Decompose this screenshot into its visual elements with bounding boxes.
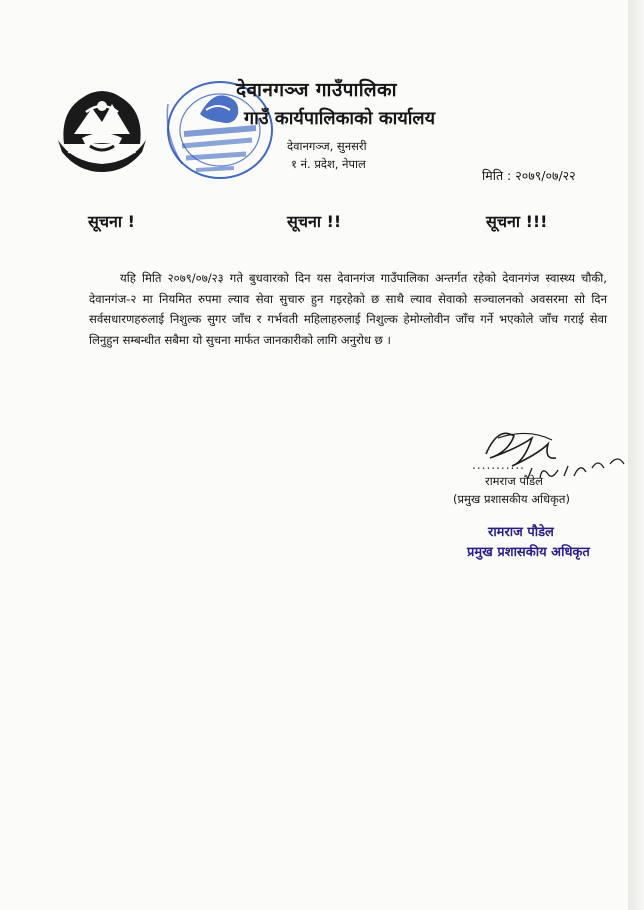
- office-address: देवानगञ्ज, सुनसरी: [287, 139, 367, 153]
- signer-title: (प्रमुख प्रशासकीय अधिकृत): [453, 492, 570, 506]
- stamp-name: रामराज पौडेल: [488, 525, 554, 540]
- nepal-government-emblem-icon: [52, 82, 152, 174]
- office-province: १ नं. प्रदेश, नेपाल: [291, 157, 366, 171]
- signature-line: ...........: [472, 458, 525, 472]
- office-name: गाउँ कार्यपालिकाको कार्यालय: [244, 108, 436, 129]
- signer-name: रामराज पौडेल: [485, 474, 543, 488]
- notice-body: यहि मिति २०७९/०७/२३ गते बुधवारको दिन यस देवानगंज गाउँपालिका अन्तर्गत रहेको देवानगंज स्वास्थ्य चौकी, देवानगंज-२ मा नियमित रुपमा ल्याव सेवा सुचारु हुन गइरहेको छ साथै ल्याव सेवाको सञ्चालनको अवसरमा सो दिन सर्वसधारणहरुलाई निशुल्क सुगर जाँच र गर्भवती महिलाहरुलाई निशुल्क हेमोग्लोवीन जाँच गर्ने भएकोले जाँच गराई सेवा लिनुहुन सम्बन्धीत सबैमा यो सुचना मार्फत जानकारीको लागि अनुरोध छ ।: [89, 271, 607, 347]
- letter-date: मिति : २०७९/०७/२२: [482, 168, 576, 183]
- stamp-title: प्रमुख प्रशासकीय अधिकृत: [467, 545, 590, 560]
- notice-heading-1: सूचना !: [88, 212, 135, 231]
- notice-heading-2: सूचना !!: [287, 212, 342, 231]
- notice-heading-3: सूचना !!!: [486, 212, 548, 231]
- municipality-name: देवानगञ्ज गाउँपालिका: [236, 79, 397, 101]
